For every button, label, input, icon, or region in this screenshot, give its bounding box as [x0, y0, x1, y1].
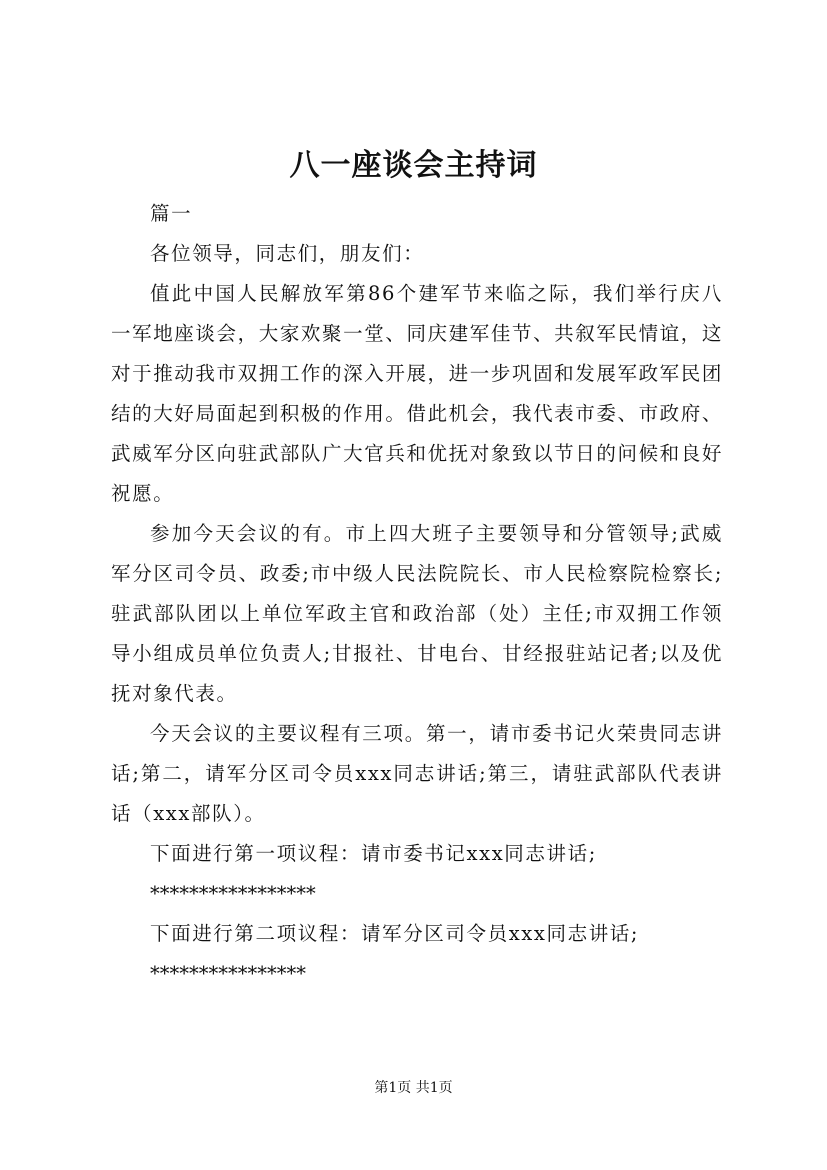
agenda-item-2: 下面进行第二项议程：请军分区司令员xxx同志讲话;: [150, 922, 640, 945]
paragraph-opening: 值此中国人民解放军第86个建军节来临之际，我们举行庆八一军地座谈会，大家欢聚一堂、同庆建军佳节、共叙军民情谊，这对于推动我市双拥工作的深入开展，进一步巩固和发展军政军民团结的大好局面起到积极的作用。借此机会，我代表市委、市政府、武威军分区向驻武部队广大官兵和优抚对象致以节日的问候和良好祝愿。: [111, 282, 723, 505]
separator-2: ****************: [150, 962, 306, 985]
paragraph-agenda: 今天会议的主要议程有三项。第一，请市委书记火荣贵同志讲话;第二，请军分区司令员xxx同志讲话;第三，请驻武部队代表讲话（xxx部队）。: [111, 722, 723, 825]
page-footer: 第1页 共1页: [374, 1080, 453, 1096]
greeting: 各位领导，同志们，朋友们：: [150, 242, 425, 265]
section-label: 篇一: [150, 202, 193, 225]
agenda-item-1: 下面进行第一项议程：请市委书记xxx同志讲话;: [150, 842, 597, 865]
document-body: [111, 194, 723, 994]
separator-1: *****************: [150, 882, 316, 905]
document-title: 八一座谈会主持词: [289, 148, 538, 183]
paragraph-attendees: 参加今天会议的有。市上四大班子主要领导和分管领导;武威军分区司令员、政委;市中级人民法院院长、市人民检察院检察长;驻武部队团以上单位军政主官和政治部（处）主任;市双拥工作领导小组成员单位负责人;甘报社、甘电台、甘经报驻站记者;以及优抚对象代表。: [111, 522, 723, 705]
